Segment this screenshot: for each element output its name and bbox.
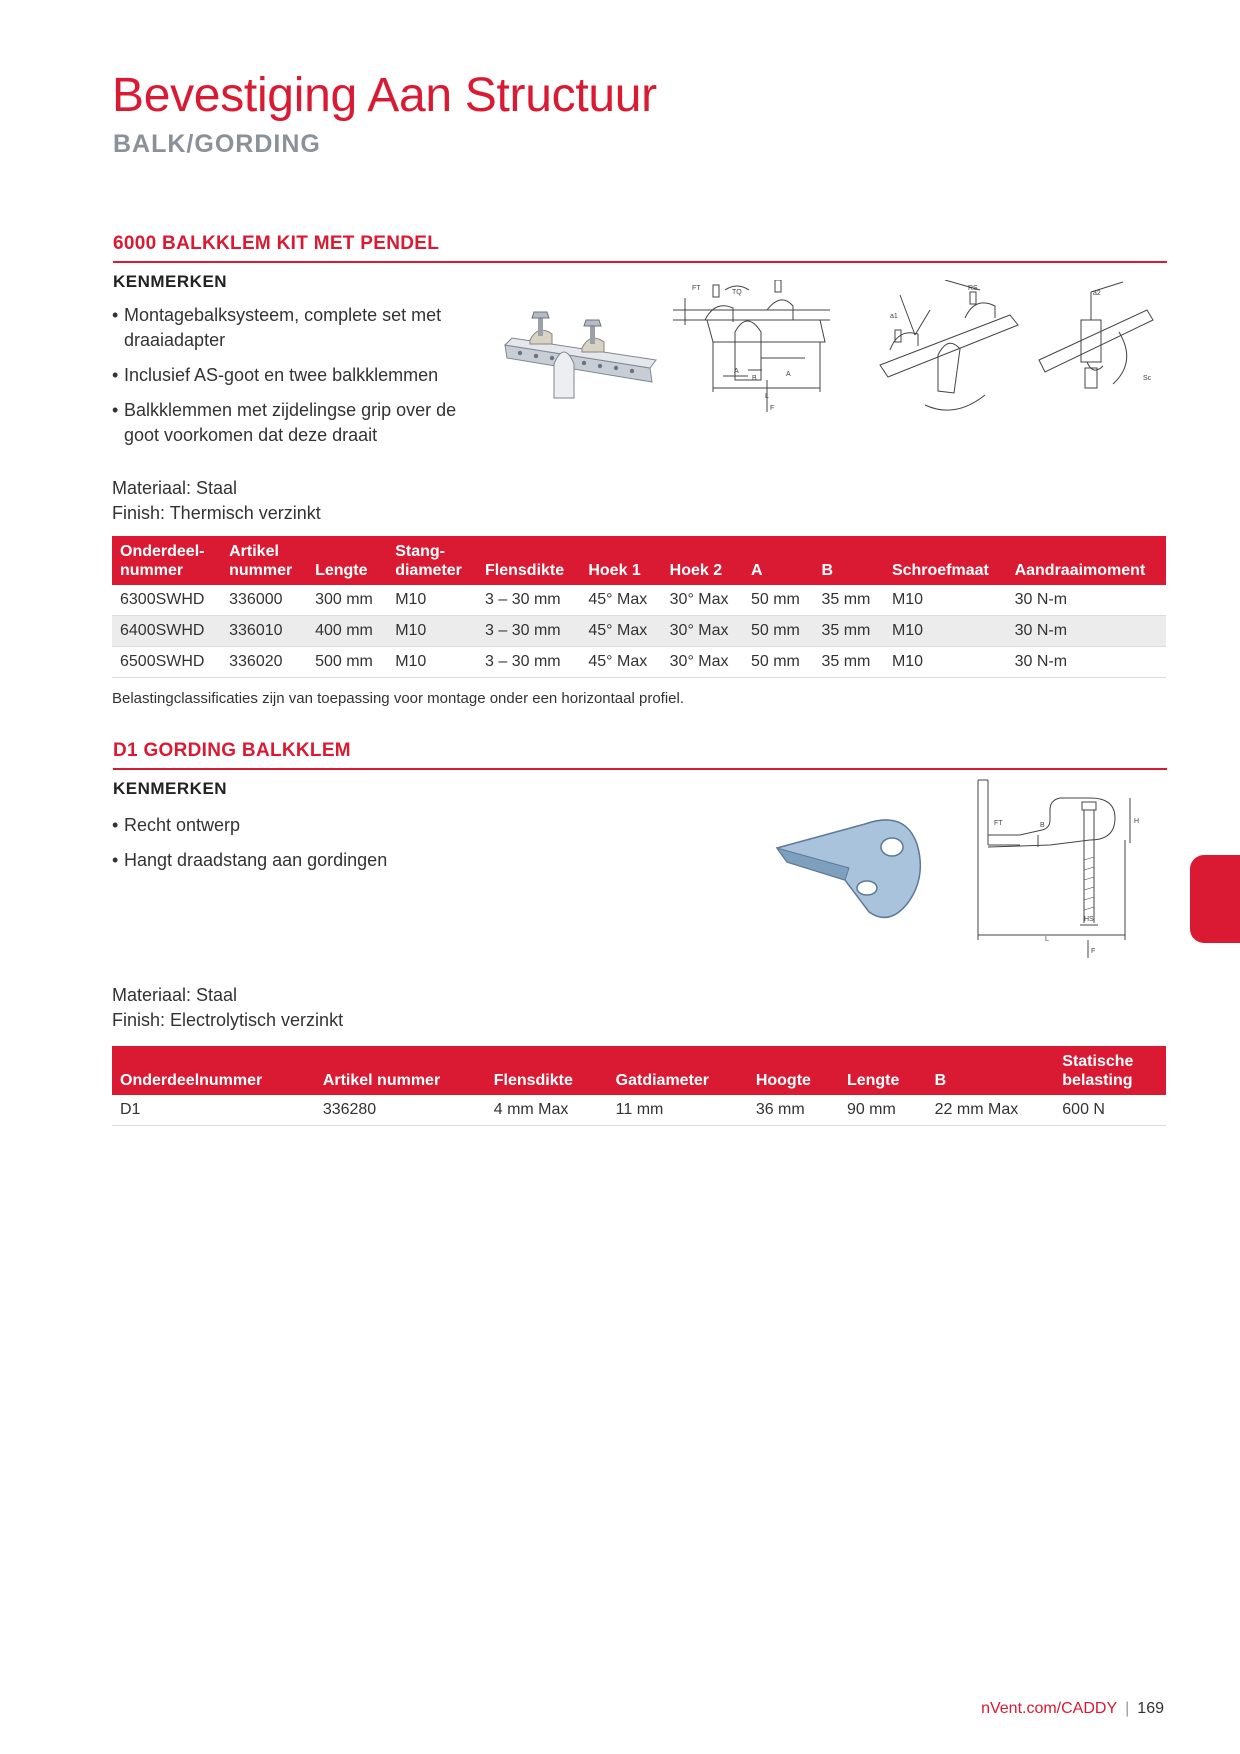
d1-clamp-image [775,810,945,925]
table-cell: 30 N-m [1007,647,1166,678]
table-header-cell [662,536,743,585]
header-line: Hoek 1 [588,562,641,579]
table-row [112,585,1166,616]
table-cell: 3 – 30 mm [477,616,580,647]
table-header-cell [839,1046,927,1095]
page-number: 169 [1137,1700,1164,1717]
table-cell: 22 mm Max [927,1095,1055,1126]
table-cell: M10 [884,647,1007,678]
table-cell: 30 N-m [1007,616,1166,647]
header-line: Artikel nummer [322,1072,441,1089]
dim-label-f: F [770,405,775,412]
table-cell: 45° Max [580,647,661,678]
list-item: • Hangt draadstang aan gordingen [112,848,472,873]
header-line: Onderdeel- [120,543,205,560]
d1-dimension-drawing [970,775,1160,960]
footer-site-link[interactable]: nVent.com/CADDY [981,1700,1118,1717]
table-cell: 336000 [221,585,307,616]
table-cell: 300 mm [307,585,387,616]
table-header-cell [112,1046,315,1095]
material-info [112,983,343,1033]
header-line: Hoek 2 [669,562,723,579]
table-header-cell [748,1046,839,1095]
table-cell: 45° Max [580,616,661,647]
page-subtitle: BALK/GORDING [113,130,321,158]
features-list [112,813,472,883]
header-line: Hoogte [755,1072,811,1089]
table-cell: 400 mm [307,616,387,647]
list-item: • Inclusief AS-goot en twee balkklemmen [112,363,472,388]
header-line: B [934,1072,947,1089]
table-cell: 6300SWHD [112,585,221,616]
table-header-cell [477,536,580,585]
list-item: • Recht ontwerp [112,813,472,838]
table-cell: 50 mm [743,616,813,647]
table-cell: 50 mm [743,647,813,678]
header-line: A [750,562,763,579]
table-cell: M10 [387,585,477,616]
dim-label-a: A [734,368,739,375]
header-line: Lengte [846,1072,900,1089]
dim-label-h: H [1134,818,1140,825]
table-row [112,647,1166,678]
table-cell: M10 [884,585,1007,616]
table-cell: 30° Max [662,616,743,647]
header-line: Stang- [395,543,445,560]
header-line: Onderdeelnummer [120,1072,263,1089]
table-cell: D1 [112,1095,315,1126]
header-line: nummer [120,562,184,579]
table-cell: 50 mm [743,585,813,616]
table-cell: 30 N-m [1007,585,1166,616]
table-header-cell [221,536,307,585]
dim-label-sc: Sc [1143,375,1152,382]
header-line: Lengte [315,562,368,579]
table-cell: 336010 [221,616,307,647]
table-header-cell [486,1046,608,1095]
header-line: Flensdikte [493,1072,573,1089]
dim-label-b: B [1040,822,1045,829]
table-header-cell [927,1046,1055,1095]
table-cell: 336020 [221,647,307,678]
table-cell: 36 mm [748,1095,839,1126]
list-item: • Montagebalksysteem, complete set met draaiadapter [112,303,472,353]
dim-label-a2: A [786,371,791,378]
features-heading: KENMERKEN [113,272,228,291]
table-header-cell [307,536,387,585]
table-row [112,1095,1166,1126]
dim-label-tq: TQ [732,289,742,296]
header-line: B [821,562,834,579]
dim-label-rs: RS [968,285,978,292]
header-line: Artikel [229,543,279,560]
table-cell: 500 mm [307,647,387,678]
clamp-dimension-drawing [665,280,835,440]
table-note: Belastingclassificaties zijn van toepassing voor montage onder een horizontaal profiel. [112,690,684,707]
clamp-rotation-drawing [870,280,1020,425]
table-cell: 6500SWHD [112,647,221,678]
dim-label-l: L [765,393,769,400]
table-cell: 6400SWHD [112,616,221,647]
header-line: diameter [395,562,462,579]
table-header-cell [813,536,883,585]
table-cell: 336280 [315,1095,486,1126]
spec-table-d1 [112,1046,1166,1126]
table-row [112,616,1166,647]
table-header-cell [1007,536,1166,585]
footer-separator: | [1125,1700,1130,1717]
table-cell: 11 mm [608,1095,748,1126]
material-info [112,476,321,526]
table-cell: 4 mm Max [486,1095,608,1126]
section-heading-d1-gording: D1 GORDING BALKKLEM [113,740,1167,770]
page-footer [981,1700,1164,1718]
dim-label-ft: FT [994,820,1003,827]
header-line: Aandraaimoment [1014,562,1146,579]
table-header-cell [1054,1046,1166,1095]
table-header-cell [743,536,813,585]
dim-label-hs: HS [1084,916,1094,923]
spec-table-balkklem-kit [112,536,1166,678]
dim-label-l: L [1045,936,1049,943]
finish-text: Finish: Electrolytisch verzinkt [112,1010,344,1030]
material-text: Materiaal: Staal [112,478,238,498]
header-line: belasting [1062,1072,1133,1089]
features-heading: KENMERKEN [113,779,228,798]
table-header-cell [608,1046,748,1095]
beam-clamp-kit-image [500,300,660,400]
header-line: Schroefmaat [891,562,989,579]
table-cell: 35 mm [813,647,883,678]
section-heading-balkklem-kit: 6000 BALKKLEM KIT MET PENDEL [113,233,1167,263]
table-cell: 600 N [1054,1095,1166,1126]
table-cell: M10 [884,616,1007,647]
table-cell: 3 – 30 mm [477,647,580,678]
header-line: nummer [229,562,293,579]
table-cell: 35 mm [813,616,883,647]
material-text: Materiaal: Staal [112,985,238,1005]
table-header-cell [112,536,221,585]
table-header-cell [315,1046,486,1095]
dim-label-f: F [1091,948,1096,955]
list-item: • Balkklemmen met zijdelingse grip over de goot voorkomen dat deze draait [112,398,472,448]
table-cell: 90 mm [839,1095,927,1126]
dim-label-a1: a1 [890,313,898,320]
table-cell: M10 [387,647,477,678]
finish-text: Finish: Thermisch verzinkt [112,503,321,523]
table-header-cell [580,536,661,585]
features-list [112,303,472,458]
dim-label-b: B [752,375,757,382]
page-title: Bevestiging Aan Structuur [112,69,657,122]
table-cell: 35 mm [813,585,883,616]
table-cell: 30° Max [662,647,743,678]
table-header-cell [387,536,477,585]
clamp-tilt-drawing [1035,280,1170,425]
chapter-tab [1190,855,1240,943]
table-cell: 30° Max [662,585,743,616]
table-cell: M10 [387,616,477,647]
table-cell: 45° Max [580,585,661,616]
dim-label-a2: a2 [1093,290,1101,297]
header-line: Gatdiameter [615,1072,710,1089]
dim-label-ft: FT [692,285,701,292]
table-cell: 3 – 30 mm [477,585,580,616]
header-line: Flensdikte [485,562,565,579]
table-header-cell [884,536,1007,585]
header-line: Statische [1062,1053,1134,1070]
